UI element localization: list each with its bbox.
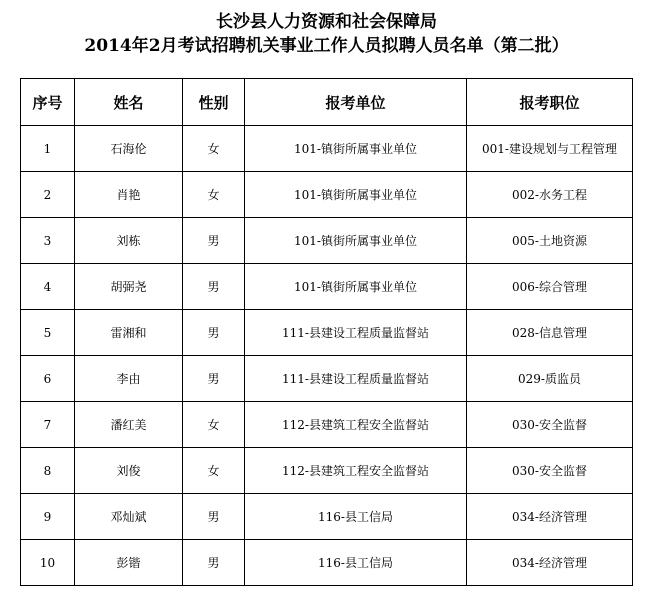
hiring-list-table (20, 78, 633, 586)
table-row (21, 540, 633, 586)
cell-number: 8 (21, 448, 75, 494)
cell-gender: 女 (183, 172, 245, 218)
table-row (21, 310, 633, 356)
table-header-row (21, 79, 633, 126)
column-header-unit: 报考单位 (245, 79, 467, 126)
cell-number: 10 (21, 540, 75, 586)
cell-name: 雷湘和 (75, 310, 183, 356)
table-row (21, 126, 633, 172)
cell-gender: 男 (183, 218, 245, 264)
table-row (21, 402, 633, 448)
column-header-name: 姓名 (75, 79, 183, 126)
cell-position: 006-综合管理 (467, 264, 633, 310)
cell-gender: 男 (183, 356, 245, 402)
cell-unit: 101-镇街所属事业单位 (245, 218, 467, 264)
table-row (21, 448, 633, 494)
table-body (21, 126, 633, 586)
cell-number: 9 (21, 494, 75, 540)
cell-name: 彭锴 (75, 540, 183, 586)
cell-name: 李由 (75, 356, 183, 402)
cell-unit: 101-镇街所属事业单位 (245, 264, 467, 310)
cell-number: 2 (21, 172, 75, 218)
cell-position: 029-质监员 (467, 356, 633, 402)
cell-position: 002-水务工程 (467, 172, 633, 218)
cell-gender: 男 (183, 310, 245, 356)
column-header-number: 序号 (21, 79, 75, 126)
cell-gender: 男 (183, 264, 245, 310)
cell-name: 肖艳 (75, 172, 183, 218)
cell-name: 潘红美 (75, 402, 183, 448)
cell-position: 030-安全监督 (467, 402, 633, 448)
cell-number: 1 (21, 126, 75, 172)
cell-number: 4 (21, 264, 75, 310)
cell-unit: 101-镇街所属事业单位 (245, 172, 467, 218)
document-subtitle: 2014年2月考试招聘机关事业工作人员拟聘人员名单（第二批） (84, 36, 569, 56)
table-row (21, 494, 633, 540)
cell-unit: 112-县建筑工程安全监督站 (245, 448, 467, 494)
table-row (21, 356, 633, 402)
cell-name: 胡弼尧 (75, 264, 183, 310)
cell-unit: 101-镇街所属事业单位 (245, 126, 467, 172)
cell-unit: 112-县建筑工程安全监督站 (245, 402, 467, 448)
cell-position: 034-经济管理 (467, 540, 633, 586)
cell-number: 6 (21, 356, 75, 402)
cell-name: 石海伦 (75, 126, 183, 172)
cell-name: 邓灿斌 (75, 494, 183, 540)
cell-unit: 111-县建设工程质量监督站 (245, 310, 467, 356)
cell-gender: 男 (183, 494, 245, 540)
cell-unit: 116-县工信局 (245, 494, 467, 540)
table-row (21, 172, 633, 218)
cell-gender: 男 (183, 540, 245, 586)
cell-unit: 111-县建设工程质量监督站 (245, 356, 467, 402)
cell-position: 030-安全监督 (467, 448, 633, 494)
column-header-position: 报考职位 (467, 79, 633, 126)
cell-gender: 女 (183, 448, 245, 494)
column-header-gender: 性别 (183, 79, 245, 126)
cell-unit: 116-县工信局 (245, 540, 467, 586)
cell-position: 028-信息管理 (467, 310, 633, 356)
cell-name: 刘栋 (75, 218, 183, 264)
cell-position: 005-土地资源 (467, 218, 633, 264)
table-row (21, 218, 633, 264)
cell-name: 刘俊 (75, 448, 183, 494)
cell-number: 5 (21, 310, 75, 356)
cell-position: 034-经济管理 (467, 494, 633, 540)
cell-position: 001-建设规划与工程管理 (467, 126, 633, 172)
cell-gender: 女 (183, 402, 245, 448)
table-row (21, 264, 633, 310)
cell-gender: 女 (183, 126, 245, 172)
cell-number: 7 (21, 402, 75, 448)
cell-number: 3 (21, 218, 75, 264)
document-title: 长沙县人力资源和社会保障局 (216, 12, 437, 32)
